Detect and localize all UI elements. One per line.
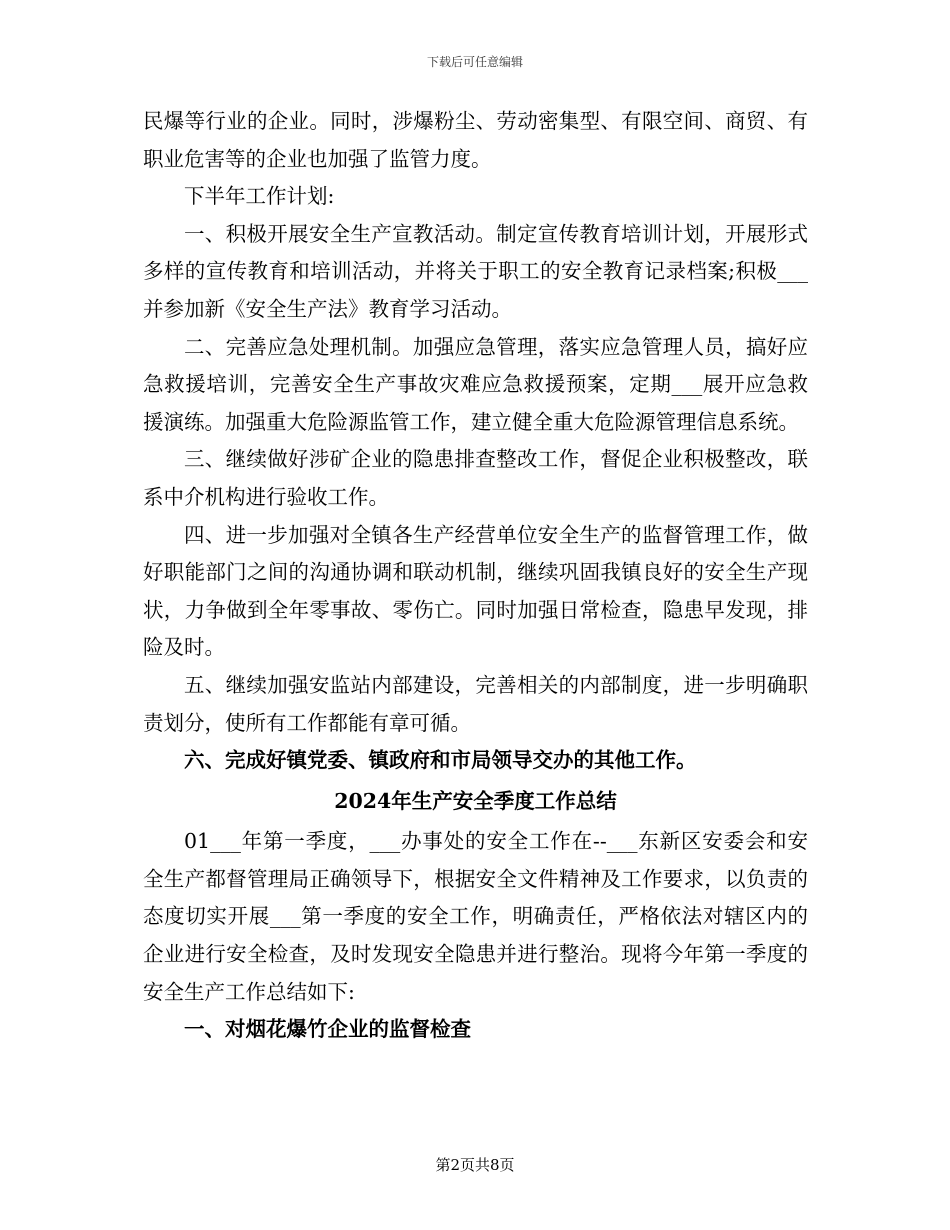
paragraph-plan-item-4: 四、进一步加强对全镇各生产经营单位安全生产的监督管理工作，做好职能部门之间的沟通协调和联动机制，继续巩固我镇良好的安全生产现状，力争做到全年零事故、零伤亡。同时加强日常检查，隐患早发现，排险及时。 <box>143 522 808 660</box>
paragraph-summary-heading-1: 一、对烟花爆竹企业的监督检查 <box>184 1017 471 1042</box>
page-header: 下载后可任意编辑 <box>426 55 523 69</box>
page-footer: 第2页共8页 <box>435 1156 515 1174</box>
paragraph-plan-item-5: 五、继续加强安监站内部建设，完善相关的内部制度，进一步明确职责划分，使所有工作都能有章可循。 <box>143 672 808 735</box>
paragraph-plan-item-1: 一、积极开展安全生产宣教活动。制定宣传教育培训计划，开展形式多样的宣传教育和培训活动，并将关于职工的安全教育记录档案;积极___并参加新《安全生产法》教育学习活动。 <box>143 221 808 321</box>
section-title: 2024年生产安全季度工作总结 <box>334 788 617 813</box>
paragraph-continuation: 民爆等行业的企业。同时，涉爆粉尘、劳动密集型、有限空间、商贸、有职业危害等的企业也加强了监管力度。 <box>143 109 808 171</box>
paragraph-plan-heading: 下半年工作计划: <box>184 184 335 209</box>
document-body <box>143 103 808 1049</box>
paragraph-summary-intro: 01___年第一季度，___办事处的安全工作在--___东新区安委会和安全生产都督管理局正确领导下，根据安全文件精神及工作要求，以负责的态度切实开展___第一季度的安全工作，明确责任，严格依法对辖区内的企业进行安全检查，及时发现安全隐患并进行整治。现将今年第一季度的安全生产工作总结如下: <box>143 829 808 1004</box>
paragraph-plan-item-6: 六、完成好镇党委、镇政府和市局领导交办的其他工作。 <box>184 748 697 773</box>
paragraph-plan-item-3: 三、继续做好涉矿企业的隐患排查整改工作，督促企业积极整改，联系中介机构进行验收工作。 <box>143 447 808 509</box>
paragraph-plan-item-2: 二、完善应急处理机制。加强应急管理，落实应急管理人员，搞好应急救援培训，完善安全生产事故灾难应急救援预案，定期___展开应急救援演练。加强重大危险源监管工作，建立健全重大危险源管理信息系统。 <box>143 334 808 434</box>
